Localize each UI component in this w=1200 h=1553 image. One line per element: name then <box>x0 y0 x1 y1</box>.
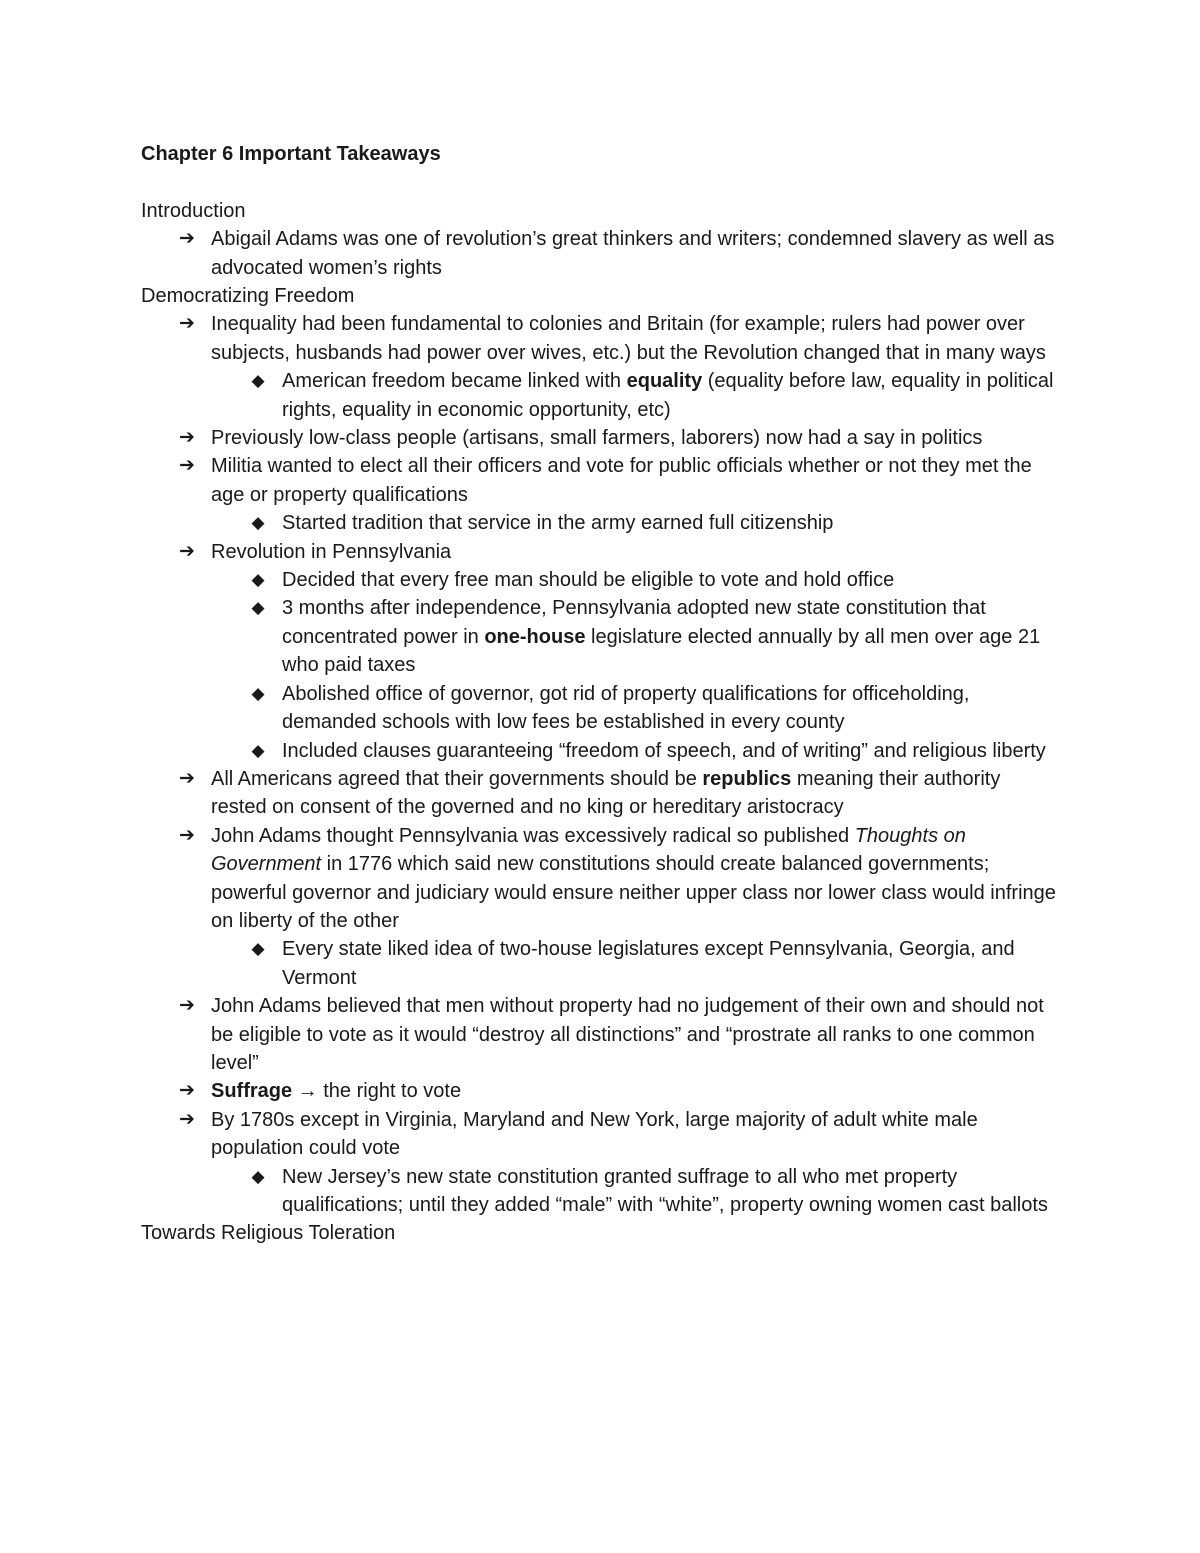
arrow-bullet-icon: ➔ <box>179 228 195 250</box>
sub-bullet-item <box>141 509 1061 537</box>
arrow-bullet-icon: ➔ <box>179 540 195 562</box>
bullet-text <box>211 825 1056 932</box>
bold-term: equality <box>626 370 703 393</box>
sub-bullet-item <box>141 566 1061 594</box>
text-run: legislature elected annually by all men over age 21 who paid taxes <box>282 625 1041 677</box>
sub-bullet-item <box>141 935 1061 992</box>
diamond-bullet-icon: ◆ <box>251 740 265 760</box>
arrow-bullet-icon: ➔ <box>179 1108 195 1130</box>
diamond-bullet-icon: ◆ <box>251 570 265 590</box>
bullet-text: Every state liked idea of two-house legislatures except Pennsylvania, Georgia, and Vermont <box>282 938 1015 989</box>
bullet-text <box>282 370 1054 420</box>
sub-bullet-item <box>141 737 1061 765</box>
arrow-bullet-icon: ➔ <box>179 313 195 335</box>
arrow-bullet-icon: ➔ <box>179 1080 195 1102</box>
arrow-bullet-icon: ➔ <box>179 455 195 477</box>
bullet-text: Previously low-class people (artisans, small farmers, laborers) now had a say in politics <box>211 427 983 450</box>
bullet-item <box>141 765 1061 822</box>
bullet-item <box>141 424 1061 452</box>
arrow-bullet-icon: ➔ <box>179 427 195 449</box>
document-page <box>141 140 1061 1248</box>
bullet-text <box>282 597 1040 676</box>
italic-book-title: Thoughts on Government <box>211 824 966 876</box>
text-run: John Adams thought Pennsylvania was excessively radical so published <box>211 824 855 847</box>
bullet-item <box>141 310 1061 367</box>
bullet-item <box>141 538 1061 566</box>
text-run: → the right to vote <box>292 1080 462 1103</box>
diamond-bullet-icon: ◆ <box>251 598 265 618</box>
bullet-text: John Adams believed that men without property had no judgement of their own and should not be eligible to vote as it would “destroy all distinctions” and “prostrate all ranks to one common level” <box>211 995 1044 1074</box>
bullet-text <box>211 768 1000 818</box>
section-heading-democratizing-freedom: Democratizing Freedom <box>141 285 355 308</box>
bullet-text: Started tradition that service in the army earned full citizenship <box>282 512 834 535</box>
text-run: All Americans agreed that their governments should be <box>211 767 703 790</box>
bullet-text: By 1780s except in Virginia, Maryland and New York, large majority of adult white male population could vote <box>211 1108 978 1160</box>
bullet-item <box>141 992 1061 1077</box>
text-run: (equality before law, equality in political rights, equality in economic opportunity, etc) <box>282 370 1054 421</box>
section-heading-introduction: Introduction <box>141 199 246 222</box>
diamond-bullet-icon: ◆ <box>251 683 265 703</box>
bullet-item <box>141 1077 1061 1105</box>
diamond-bullet-icon: ◆ <box>251 513 265 533</box>
bold-term: republics <box>702 767 792 790</box>
text-run: American freedom became linked with <box>282 370 627 393</box>
arrow-bullet-icon: ➔ <box>179 767 195 789</box>
text-run: 3 months after independence, Pennsylvania adopted new state constitution that concentrated power in <box>282 597 986 648</box>
bullet-text: Abigail Adams was one of revolution’s great thinkers and writers; condemned slavery as well as advocated women’s rights <box>211 228 1055 279</box>
bullet-text: Decided that every free man should be eligible to vote and hold office <box>282 569 895 592</box>
bullet-text: Abolished office of governor, got rid of property qualifications for officeholding, demanded schools with low fees be established in every county <box>282 682 970 734</box>
arrow-bullet-icon: ➔ <box>179 824 195 846</box>
bullet-text: Inequality had been fundamental to colonies and Britain (for example; rulers had power over subjects, husbands had power over wives, etc.) but the Revolution changed that in many ways <box>211 313 1046 364</box>
arrow-bullet-icon: ➔ <box>179 995 195 1017</box>
bullet-text: Militia wanted to elect all their officers and vote for public officials whether or not they met the age or property qualifications <box>211 455 1032 506</box>
sub-bullet-item <box>141 367 1061 424</box>
bold-term: one-house <box>484 625 586 648</box>
text-run: meaning their authority rested on consent of the governed and no king or hereditary aristocracy <box>211 767 1001 819</box>
bold-term: Suffrage <box>211 1080 293 1103</box>
document-title: Chapter 6 Important Takeaways <box>141 143 441 165</box>
bullet-item <box>141 1106 1061 1163</box>
bullet-text <box>211 1080 461 1102</box>
bullet-text: Included clauses guaranteeing “freedom of speech, and of writing” and religious liberty <box>282 739 1046 762</box>
sub-bullet-item <box>141 680 1061 737</box>
sub-bullet-item <box>141 1163 1061 1220</box>
text-run: in 1776 which said new constitutions should create balanced governments; powerful governor and judiciary would ensure neither upper class nor lower class would infringe on liberty of the other <box>211 853 1056 932</box>
bullet-item <box>141 225 1061 282</box>
bullet-text: Revolution in Pennsylvania <box>211 540 452 563</box>
bullet-item <box>141 822 1061 936</box>
section-heading-religious-toleration: Towards Religious Toleration <box>141 1222 396 1245</box>
sub-bullet-item <box>141 594 1061 679</box>
diamond-bullet-icon: ◆ <box>251 939 265 959</box>
diamond-bullet-icon: ◆ <box>251 1166 265 1186</box>
diamond-bullet-icon: ◆ <box>251 371 265 391</box>
bullet-text: New Jersey’s new state constitution granted suffrage to all who met property qualifications; until they added “male” with “white”, property owning women cast ballots <box>282 1165 1048 1217</box>
bullet-item <box>141 452 1061 509</box>
